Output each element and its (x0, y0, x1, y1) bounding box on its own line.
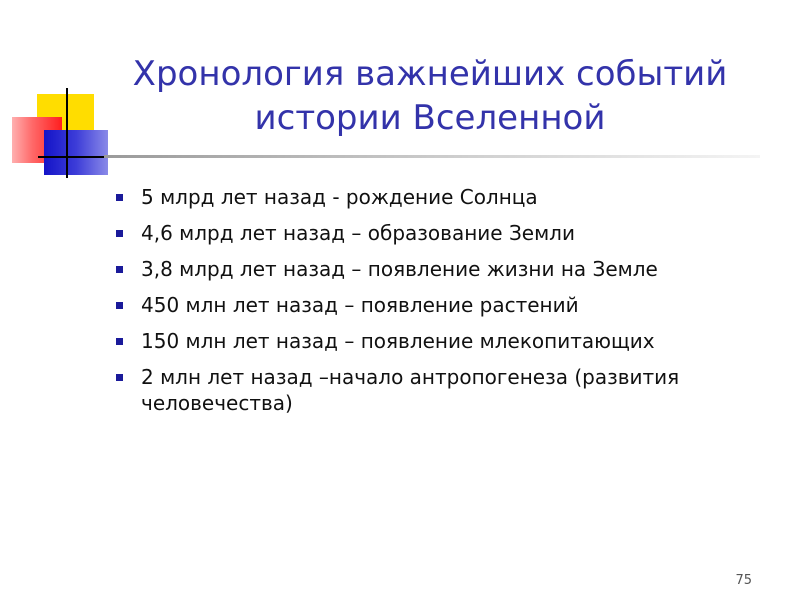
bullet-text: 5 млрд лет назад - рождение Солнца (141, 185, 538, 209)
bullet-item (116, 292, 786, 318)
square-bullet-icon (116, 374, 123, 381)
bullet-text: 3,8 млрд лет назад – появление жизни на Земле (141, 257, 658, 281)
square-bullet-icon (116, 266, 123, 273)
bullet-item (116, 328, 786, 354)
square-bullet-icon (116, 302, 123, 309)
bullet-item (116, 184, 786, 210)
square-bullet-icon (116, 230, 123, 237)
square-bullet-icon (116, 338, 123, 345)
square-bullet-icon (116, 194, 123, 201)
bullet-text: 2 млн лет назад –начало антропогенеза (развития человечества) (141, 365, 680, 415)
slide-title-line-2: истории Вселенной (254, 98, 606, 138)
bullet-item (116, 364, 786, 416)
bullet-text: 450 млн лет назад – появление растений (141, 293, 579, 317)
vertical-line (66, 88, 68, 178)
bullet-list (116, 184, 786, 426)
bullet-item (116, 220, 786, 246)
page-number: 75 (735, 573, 752, 588)
title-divider (104, 155, 760, 158)
bullet-text: 150 млн лет назад – появление млекопитающих (141, 329, 655, 353)
bullet-text: 4,6 млрд лет назад – образование Земли (141, 221, 575, 245)
slide-title-line-1: Хронология важнейших событий (132, 54, 728, 94)
slide-title (110, 52, 750, 140)
blue-square (44, 130, 108, 175)
horizontal-line (38, 156, 114, 158)
bullet-item (116, 256, 786, 282)
